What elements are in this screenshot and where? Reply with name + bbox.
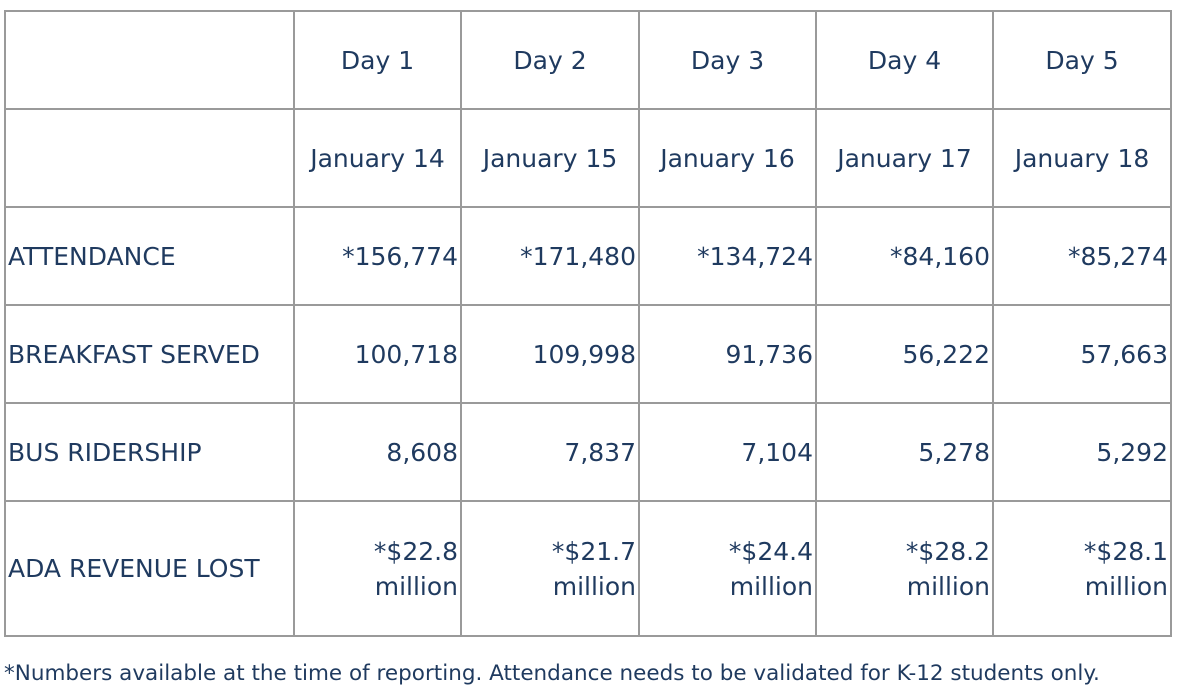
bus-ridership-row xyxy=(5,403,1171,501)
date-header-cell: January 14 xyxy=(294,109,461,207)
date-header-cell: January 18 xyxy=(993,109,1171,207)
table-cell: 5,292 xyxy=(993,403,1171,501)
table-cell: 109,998 xyxy=(461,305,639,403)
table-cell: 100,718 xyxy=(294,305,461,403)
table-cell: *84,160 xyxy=(816,207,993,305)
date-header-cell: January 16 xyxy=(639,109,816,207)
empty-corner-cell xyxy=(5,109,294,207)
report-table-container xyxy=(4,10,1170,637)
date-header-cell: January 17 xyxy=(816,109,993,207)
footnote: *Numbers available at the time of reporting. Attendance needs to be validated for K-12 students only. xyxy=(4,661,1100,686)
table-cell: 56,222 xyxy=(816,305,993,403)
day-header-row xyxy=(5,11,1171,109)
table-cell: 57,663 xyxy=(993,305,1171,403)
table-cell: *156,774 xyxy=(294,207,461,305)
day-header-cell: Day 1 xyxy=(294,11,461,109)
date-header-row xyxy=(5,109,1171,207)
table-cell: 8,608 xyxy=(294,403,461,501)
report-table xyxy=(4,10,1172,637)
row-label: BUS RIDERSHIP xyxy=(5,403,294,501)
breakfast-served-row xyxy=(5,305,1171,403)
table-cell: *$24.4 million xyxy=(639,501,816,636)
table-cell: *$28.1 million xyxy=(993,501,1171,636)
day-header-cell: Day 2 xyxy=(461,11,639,109)
empty-corner-cell xyxy=(5,11,294,109)
table-cell: 7,104 xyxy=(639,403,816,501)
table-cell: *134,724 xyxy=(639,207,816,305)
attendance-row xyxy=(5,207,1171,305)
row-label: ADA REVENUE LOST xyxy=(5,501,294,636)
day-header-cell: Day 3 xyxy=(639,11,816,109)
table-cell: *171,480 xyxy=(461,207,639,305)
table-cell: 5,278 xyxy=(816,403,993,501)
day-header-cell: Day 4 xyxy=(816,11,993,109)
table-cell: *$22.8 million xyxy=(294,501,461,636)
row-label: ATTENDANCE xyxy=(5,207,294,305)
day-header-cell: Day 5 xyxy=(993,11,1171,109)
date-header-cell: January 15 xyxy=(461,109,639,207)
row-label: BREAKFAST SERVED xyxy=(5,305,294,403)
ada-revenue-lost-row xyxy=(5,501,1171,636)
table-cell: *$21.7 million xyxy=(461,501,639,636)
table-cell: *85,274 xyxy=(993,207,1171,305)
table-cell: 7,837 xyxy=(461,403,639,501)
table-cell: 91,736 xyxy=(639,305,816,403)
table-cell: *$28.2 million xyxy=(816,501,993,636)
